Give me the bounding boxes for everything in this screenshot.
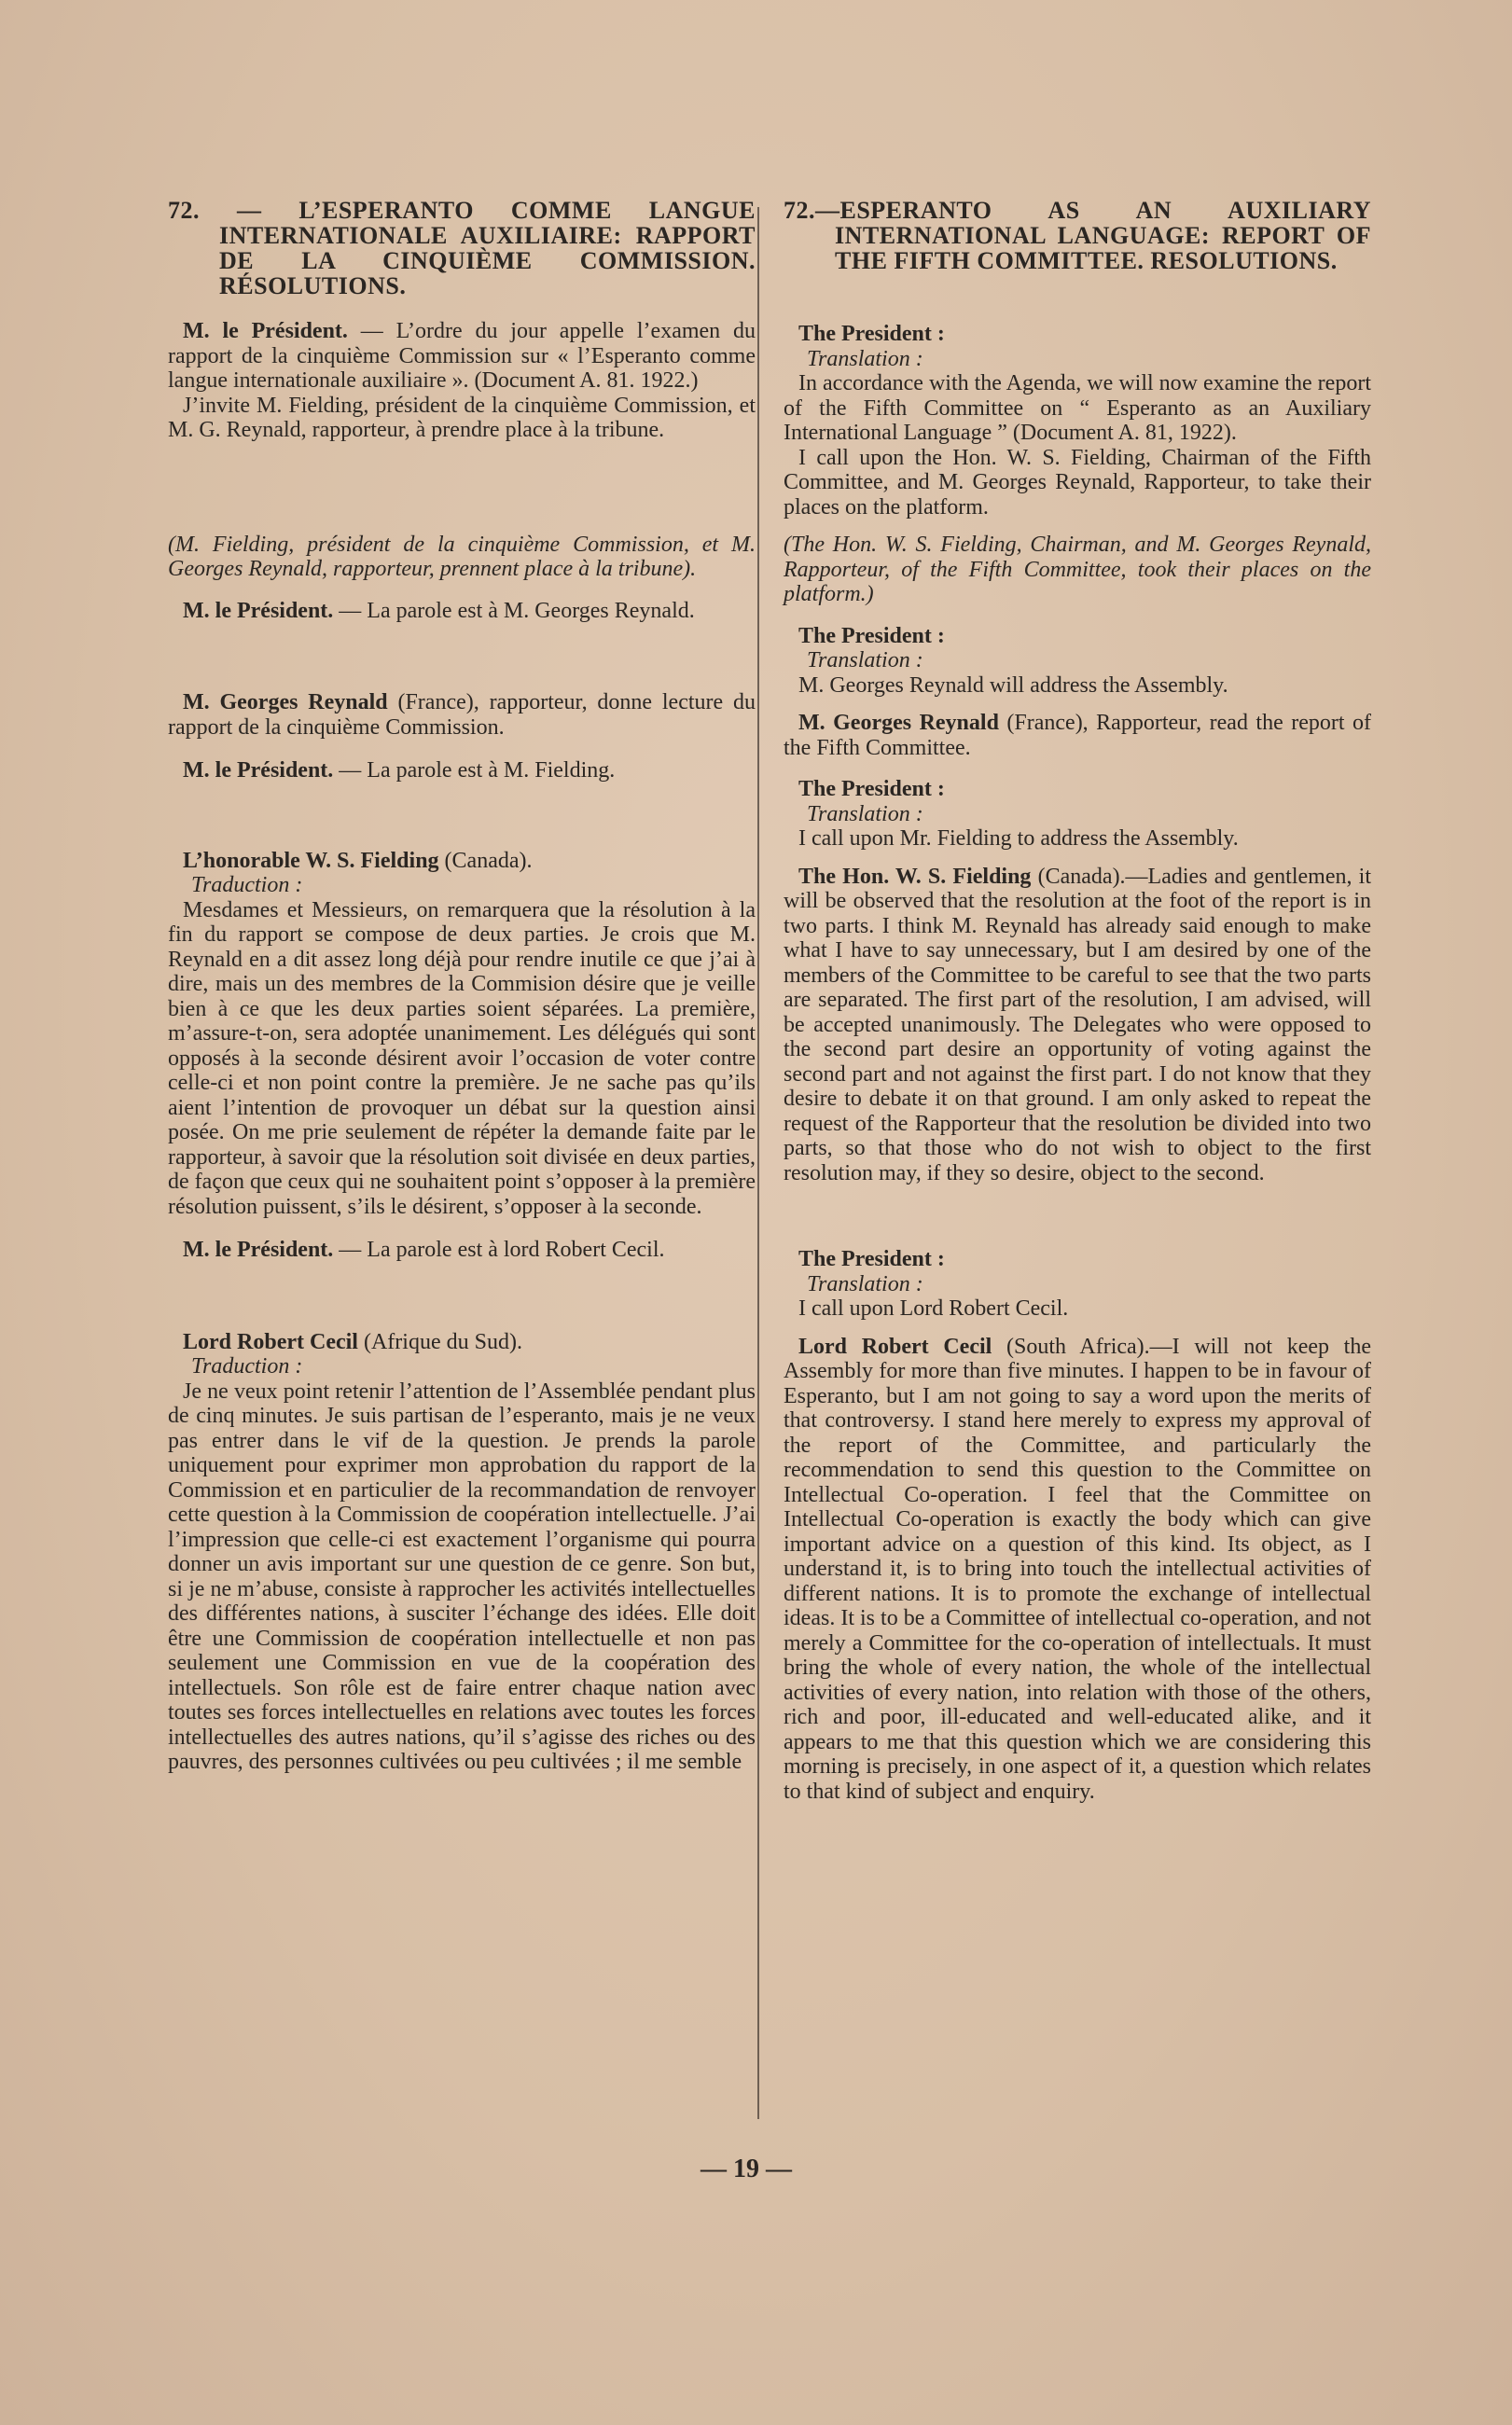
paragraph: Lord Robert Cecil (Afrique du Sud). [183,1329,522,1354]
translation-label: Translation : [807,1271,923,1296]
paragraph: M. Georges Reynald (France), rapporteur, donne lecture du rapport de la cinquième Commission. [168,690,756,740]
stage-direction: (The Hon. W. S. Fielding, Chairman, and M. Georges Reynald, Rapporteur, of the Fifth Committee, took their places on the platform.) [784,533,1371,606]
paragraph: Je ne veux point retenir l’attention de l’Assemblée pendant plus de cinq minutes. Je suis partisan de l’esperanto, mais je ne veux pas entrer dans le vif de la question. Je prends la parole uniquement pour exprimer mon approbation du rapport de la Commission et en particulier de la recommandation de renvoyer cette question à la Commission de coopération intellectuelle. J’ai l’impression que celle-ci est exactement l’organisme qui pourra donner un avis important sur une question de ce genre. Son but, si je ne m’abuse, consiste à rapprocher les activités intellectuelles des différentes nations, à susciter l’échange des idées. Elle doit être une Commission de coopération intellectuelle et non pas seulement une Commission en vue de la coopération des intellectuels. Son rôle est de faire entrer chaque nation avec toutes ses forces intellectuelles en relations avec toutes les forces intellectuelles des autres nations, qu’il s’agisse des riches ou des pauvres, des personnes cultivées ou peu cultivées ; il me semble [168,1379,756,1774]
paragraph: Lord Robert Cecil (South Africa).—I will not keep the Assembly for more than five minutes. I happen to be in favour of Esperanto, but I am not going to say a word upon the merits of that controversy. I stand here merely to express my approval of the report of the Committee, and particularly the recommendation to send this question to the Committee on Intellectual Co-operation. I feel that the Committee on Intellectual Co-operation is exactly the body which can give important advice on a question of this kind. Its object, as I understand it, is to bring into touch the intellectual activities of different nations. It is to promote the exchange of intellectual ideas. It is to be a Committee of intellectual co-operation, and not merely a Committee for the co-operation of intellectuals. It must bring the whole of every nation, the whole of the intellectual activities of every nation, into relation with those of the others, rich and poor, ill-educated and well-educated alike, and it appears to me that this question which we are considering this morning is precisely, in one aspect of it, a question which relates to that kind of subject and enquiry. [784,1334,1371,1804]
paragraph: Mesdames et Messieurs, on remarquera que la résolution à la fin du rapport se compose de deux parties. Je crois que M. Reynald en a dit assez long déjà pour rendre inutile ce que j’ai à dire, mais un des membres de la Commision désire que je veille bien à ce que les deux parties soient séparées. La première, m’assure-t-on, sera adoptée unanimement. Les délégués qui sont opposés à la seconde désirent avoir l’occasion de voter contre celle-ci et non point contre la première. Je ne sache pas qu’ils aient l’intention de provoquer un débat sur la question ainsi posée. On me prie seulement de répéter la demande faite par le rapporteur, à savoir que la résolution soit divisée en deux parties, de façon que ceux qui ne souhaitent point s’opposer à la première résolution puissent, s’ils le désirent, s’opposer à la seconde. [168,897,756,1219]
translation-label: Traduction : [191,1354,303,1379]
section-heading-fr: 72. — L’ESPERANTO COMME LANGUE INTERNATIONALE AUXILIAIRE: RAPPORT DE LA CINQUIÈME COMMISSION. RÉSOLUTIONS. [168,197,756,299]
column-divider [757,207,759,2119]
french-column [168,198,756,1775]
speaker: M. le Président. [183,319,348,343]
english-column [784,198,1371,1804]
section-heading-en: 72.—ESPERANTO AS AN AUXILIARY INTERNATIONAL LANGUAGE: REPORT OF THE FIFTH COMMITTEE. RESOLUTIONS. [784,197,1371,274]
paragraph: In accordance with the Agenda, we will now examine the report of the Fifth Committee on “ Esperanto as an Auxiliary International Language ” (Document A. 81, 1922). [784,371,1371,445]
paragraph: J’invite M. Fielding, président de la cinquième Commission, et M. G. Reynald, rapporteur, à prendre place à la tribune. [168,393,756,442]
translation-label: Traduction : [191,873,303,897]
paragraph: L’honorable W. S. Fielding (Canada). [183,848,533,873]
paragraph: I call upon the Hon. W. S. Fielding, Chairman of the Fifth Committee, and M. Georges Reynald, Rapporteur, to take their places on the platform. [784,445,1371,520]
paragraph: M. Georges Reynald will address the Assembly. [798,672,1228,698]
translation-label: Translation : [807,648,923,672]
paragraph: The President : [798,1247,945,1271]
paragraph: M. Georges Reynald (France), Rapporteur, read the report of the Fifth Committee. [784,711,1371,760]
page-number: — 19 — [701,2155,792,2183]
paragraph: M. le Président. — La parole est à M. Fielding. [183,758,616,783]
translation-label: Translation : [807,801,923,826]
paragraph: I call upon Lord Robert Cecil. [798,1296,1069,1321]
paragraph: I call upon Mr. Fielding to address the Assembly. [798,826,1239,851]
paragraph: The President : [798,322,945,346]
paragraph: M. le Président. — La parole est à lord Robert Cecil. [183,1238,665,1262]
paragraph: The President : [798,777,945,801]
paragraph: The President : [798,623,945,648]
paragraph: M. le Président. — La parole est à M. Georges Reynald. [183,598,695,623]
paragraph: The Hon. W. S. Fielding (Canada).—Ladies and gentlemen, it will be observed that the resolution at the foot of the report is in two parts. I think M. Reynald has already said enough to make what I have to say unnecessary, but I am desired by one of the members of the Committee to be careful to see that the two parts are separated. The first part of the resolution, I am advised, will be accepted unanimously. The Delegates who were opposed to the second part desire an opportunity of voting against the second part and not against the first part. I do not know that they desire to debate it on that ground. I am only asked to repeat the request of the Rapporteur that the resolution be divided into two parts, so that those who do not wish to object to the first resolution may, if they so desire, object to the second. [784,864,1371,1185]
stage-direction: (M. Fielding, président de la cinquième Commission, et M. Georges Reynald, rapporteur, prennent place à la tribune). [168,532,756,581]
paragraph: M. le Président. — L’ordre du jour appelle l’examen du rapport de la cinquième Commission sur « l’Esperanto comme langue internationale auxiliaire ». (Document A. 81. 1922.) [168,319,756,393]
translation-label: Translation : [807,346,923,371]
